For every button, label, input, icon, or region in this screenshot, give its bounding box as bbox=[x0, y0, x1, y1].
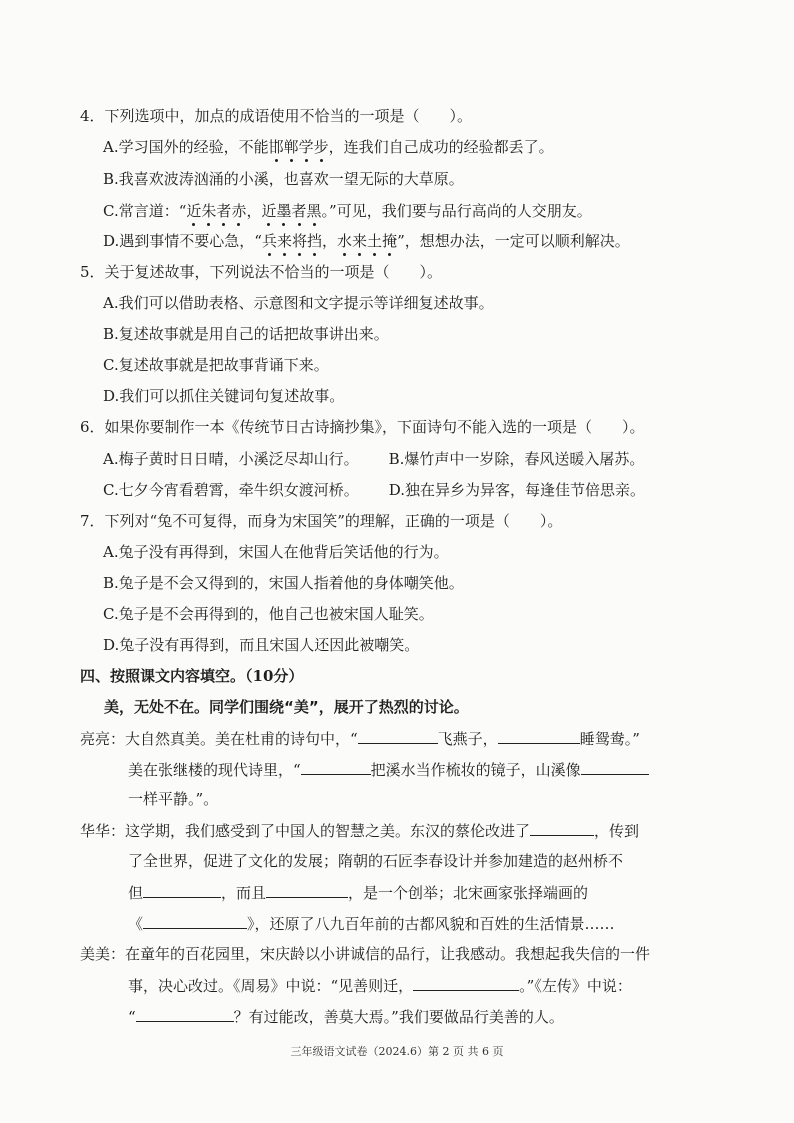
blank-input[interactable] bbox=[358, 728, 438, 744]
q4-option-a: A.学习国外的经验，不能邯郸学步，连我们自己成功的经验都丢了。 bbox=[103, 138, 554, 156]
q5-option-a: A.我们可以借助表格、示意图和文字提示等详细复述故事。 bbox=[103, 294, 494, 312]
q7-option-a: A.兔子没有再得到，宋国人在他背后笑话他的行为。 bbox=[103, 543, 449, 561]
blank-input[interactable] bbox=[530, 820, 594, 836]
hua-line-2: 了全世界，促进了文化的发展；隋朝的石匠李春设计并参加建造的赵州桥不 bbox=[128, 852, 624, 870]
mei-line-2: 事，决心改过。《周易》中说：“见善则迁， 。”《左传》中说： bbox=[128, 977, 632, 995]
mei-line-1: 美美：在童年的百花园里，宋庆龄以小讲诚信的品行，让我感动。我想起我失信的一件 bbox=[80, 945, 651, 963]
q4-option-d: D.遇到事情不要心急，“兵来将挡，水来土掩”，想想办法，一定可以顺利解决。 bbox=[103, 232, 630, 250]
blank-input[interactable] bbox=[136, 1006, 234, 1022]
q5-stem: 5．关于复述故事，下列说法不恰当的一项是（ ）。 bbox=[80, 263, 443, 281]
q6-option-b: B.爆竹声中一岁除，春风送暖入屠苏。 bbox=[388, 450, 645, 468]
q4-option-c: C.常言道：“近朱者赤，近墨者黑。”可见，我们要与品行高尚的人交朋友。 bbox=[103, 202, 592, 220]
q4-stem: 4．下列选项中，加点的成语使用不恰当的一项是（ ）。 bbox=[80, 107, 473, 125]
hua-line-3: 但 ，而且 ，是一个创举；北宋画家张择端画的 bbox=[128, 884, 589, 902]
hua-line-1: 华华：这学期，我们感受到了中国人的智慧之美。东汉的蔡伦改进了 ，传到 bbox=[80, 822, 640, 840]
q6-options-ab bbox=[103, 449, 644, 469]
blank-input[interactable] bbox=[498, 728, 580, 744]
liang-line-3: 一样平静。”。 bbox=[128, 790, 219, 808]
page-footer: 三年级语文试卷（2024.6）第 2 页 共 6 页 bbox=[290, 1045, 504, 1058]
blank-input[interactable] bbox=[266, 882, 348, 898]
blank-input[interactable] bbox=[301, 759, 371, 775]
q7-option-c: C.兔子是不会再得到的，他自己也被宋国人耻笑。 bbox=[103, 605, 434, 623]
q5-option-c: C.复述故事就是把故事背诵下来。 bbox=[103, 356, 329, 374]
q6-option-d: D.独在异乡为异客，每逢佳节倍思亲。 bbox=[388, 481, 645, 499]
blank-input[interactable] bbox=[143, 882, 221, 898]
liang-line-2: 美在张继楼的现代诗里，“ 把溪水当作梳妆的镜子，山溪像 bbox=[128, 759, 649, 780]
q5-option-b: B.复述故事就是用自己的话把故事讲出来。 bbox=[103, 325, 389, 343]
section4-intro: 美，无处不在。同学们围绕“美”，展开了热烈的讨论。 bbox=[104, 698, 469, 716]
blank-input[interactable] bbox=[581, 759, 649, 775]
q7-stem: 7．下列对“兔不可复得，而身为宋国笑”的理解，正确的一项是（ ）。 bbox=[80, 512, 563, 530]
q5-option-d: D.我们可以抓住关键词句复述故事。 bbox=[103, 387, 345, 405]
q4-option-b: B.我喜欢波涛汹涌的小溪，也喜欢一望无际的大草原。 bbox=[103, 170, 464, 188]
q6-option-a: A.梅子黄时日日晴，小溪泛尽却山行。 bbox=[103, 450, 359, 468]
mei-line-3: “ ？有过能改，善莫大焉。”我们要做品行美善的人。 bbox=[128, 1008, 564, 1026]
hua-line-4: 《 》，还原了八九百年前的古都风貌和百姓的生活情景…… bbox=[128, 915, 615, 933]
section4-title: 四、按照课文内容填空。（10分） bbox=[80, 667, 304, 685]
q7-option-b: B.兔子是不会又得到的，宋国人指着他的身体嘲笑他。 bbox=[103, 574, 464, 592]
q6-option-c: C.七夕今宵看碧霄，牵牛织女渡河桥。 bbox=[103, 481, 359, 499]
q7-option-d: D.兔子没有再得到，而且宋国人还因此被嘲笑。 bbox=[103, 636, 420, 654]
liang-line-1: 亮亮：大自然真美。美在杜甫的诗句中，“ 飞燕子， 睡鸳鸯。” bbox=[80, 730, 640, 748]
q6-stem: 6．如果你要制作一本《传统节日古诗摘抄集》，下面诗句不能入选的一项是（ ）。 bbox=[80, 418, 645, 436]
q6-options-cd bbox=[103, 480, 645, 500]
blank-input[interactable] bbox=[413, 975, 519, 991]
blank-input[interactable] bbox=[143, 913, 247, 929]
